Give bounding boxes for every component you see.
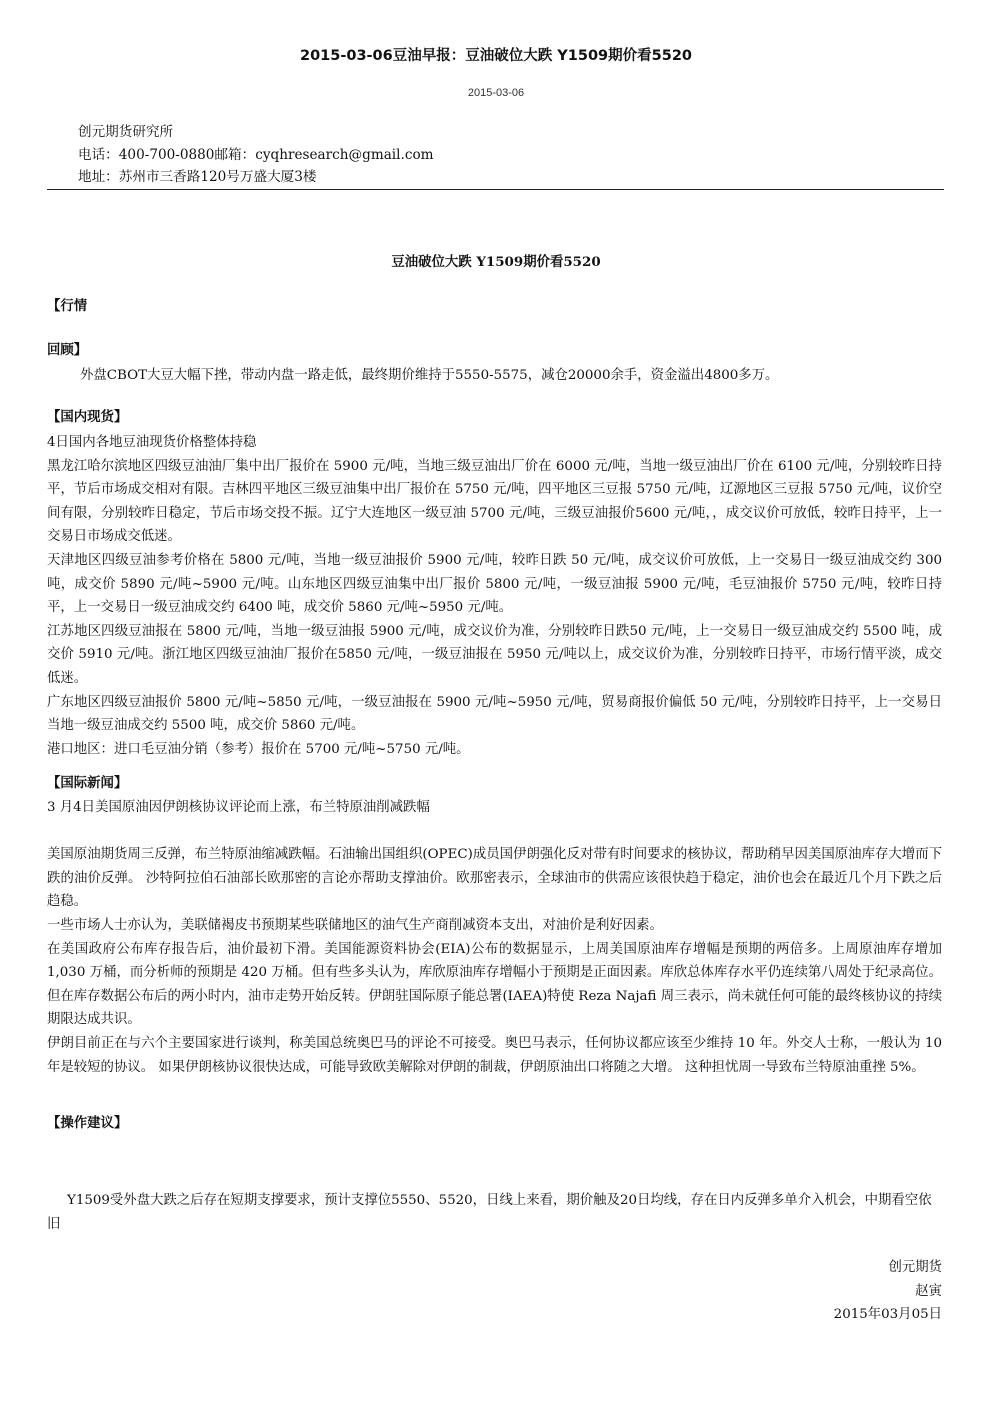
international-para-2: 一些市场人士亦认为，美联储褐皮书预期某些联储地区的油气生产商削减资本支出，对油价是利好因素。 <box>47 917 663 933</box>
market-heading-part2: 回顾】 <box>47 342 88 358</box>
institute-address: 地址：苏州市三香路120号万盛大厦3楼 <box>78 169 317 185</box>
international-body <box>47 796 942 1079</box>
international-para-1: 美国原油期货周三反弹，布兰特原油缩减跌幅。石油输出国组织(OPEC)成员国伊朗强化反对带有时间要求的核协议，帮助稍早因美国原油库存大增而下跌的油价反弹。 沙特阿拉伯石油部长欧那密的言论亦帮助支撑油价。欧那密表示，全球油市的供需应该很快趋于稳定，油价也会在最近几个月下跌之后趋稳。 <box>47 847 942 910</box>
document-title: 2015-03-06豆油早报：豆油破位大跌 Y1509期价看5520 <box>299 48 692 64</box>
advice-text: Y1509受外盘大跌之后存在短期支撑要求，预计支撑位5550、5520，日线上来看，期价触及20日均线，存在日内反弹多单介入机会，中期看空依旧 <box>47 1193 932 1232</box>
domestic-tianjin-shandong: 天津地区四级豆油参考价格在 5800 元/吨，当地一级豆油报价 5900 元/吨，较昨日跌 50 元/吨，成交议价可放低，上一交易日一级豆油成交约 300 吨，成交价 5890 元/吨~5900 元/吨。山东地区四级豆油集中出厂报价 5800 元/吨，一级豆油报 5900 元/吨，毛豆油报价 5750 元/吨，较昨日持平，上一交易日一级豆油成交约 6400 吨，成交价 5860 元/吨~5950 元/吨。 <box>47 552 942 616</box>
domestic-body <box>47 431 942 761</box>
header-divider <box>47 189 944 190</box>
international-para-3: 在美国政府公布库存报告后，油价最初下滑。美国能源资料协会(EIA)公布的数据显示，上周美国原油库存增幅是预期的两倍多。上周原油库存增加 1,030 万桶，而分析师的预期是 420 万桶。但有些多头认为，库欣原油库存增幅小于预期是正面因素。库欣总体库存水平仍连续第八周处于纪录高位。 但在库存数据公布后的两小时内，油市走势开始反转。伊朗驻国际原子能总署(IAEA)特使 Reza Najafi 周三表示，尚未就任何可能的最终核协议的持续期限达成共识。 <box>47 941 942 1028</box>
advice-heading: 【操作建议】 <box>47 1115 128 1131</box>
international-headline: 3 月4日美国原油因伊朗核协议评论而上涨，布兰特原油削减跌幅 <box>47 800 430 815</box>
signature-company: 创元期货 <box>888 1260 942 1275</box>
domestic-heading: 【国内现货】 <box>47 409 128 425</box>
international-para-4: 伊朗目前正在与六个主要国家进行谈判，称美国总统奥巴马的评论不可接受。奥巴马表示，任何协议都应该至少维持 10 年。外交人士称，一般认为 10 年是较短的协议。 如果伊朗核协议很快达成，可能导致欧美解除对伊朗的制裁，伊朗原油出口将随之大增。 这种担忧周一导致布兰特原油重挫 5%。 <box>47 1035 942 1075</box>
domestic-northeast: 黑龙江哈尔滨地区四级豆油油厂集中出厂报价在 5900 元/吨，当地三级豆油出厂价在 6000 元/吨，当地一级豆油出厂价在 6100 元/吨，分别较昨日持平，节后市场成交相对有限。吉林四平地区三级豆油集中出厂报价在 5750 元/吨，四平地区三豆报 5750 元/吨，辽源地区三豆报 5750 元/吨，议价空间有限，分别较昨日稳定，节后市场交投不振。辽宁大连地区一级豆油 5700 元/吨，三级豆油报价5600 元/吨，，成交议价可放低，较昨日持平，上一交易日市场成交低迷。 <box>47 458 942 545</box>
domestic-summary: 4日国内各地豆油现货价格整体持稳 <box>47 435 257 450</box>
market-review-text: 外盘CBOT大豆大幅下挫，带动内盘一路走低，最终期价维持于5550-5575，减仓20000余手，资金溢出4800多万。 <box>80 368 779 383</box>
document-date: 2015-03-06 <box>467 87 525 99</box>
institute-name: 创元期货研究所 <box>78 124 174 140</box>
market-heading-part1: 【行情 <box>47 298 88 314</box>
domestic-port: 港口地区：进口毛豆油分销（参考）报价在 5700 元/吨~5750 元/吨。 <box>47 741 470 757</box>
institute-contact: 电话：400-700-0880邮箱：cyqhresearch@gmail.com <box>78 147 434 163</box>
domestic-guangdong: 广东地区四级豆油报价 5800 元/吨~5850 元/吨，一级豆油报在 5900 元/吨~5950 元/吨，贸易商报价偏低 50 元/吨，分别较昨日持平，上一交易日当地一级豆油成交约 5500 吨，成交价 5860 元/吨。 <box>47 694 942 734</box>
signature-author: 赵寅 <box>915 1284 942 1299</box>
domestic-jiangsu-zhejiang: 江苏地区四级豆油报在 5800 元/吨，当地一级豆油报 5900 元/吨，成交议价为准，分别较昨日跌50 元/吨，上一交易日一级豆油成交约 5500 吨，成交价 5910 元/吨。浙江地区四级豆油油厂报价在5850 元/吨，一级豆油报在 5950 元/吨以上，成交议价为准，分别较昨日持平，市场行情平淡，成交低迷。 <box>47 623 942 686</box>
international-spacer <box>47 820 942 844</box>
international-heading: 【国际新闻】 <box>47 775 128 791</box>
signature-date: 2015年03月05日 <box>833 1307 942 1322</box>
report-title: 豆油破位大跌 Y1509期价看5520 <box>391 254 601 270</box>
